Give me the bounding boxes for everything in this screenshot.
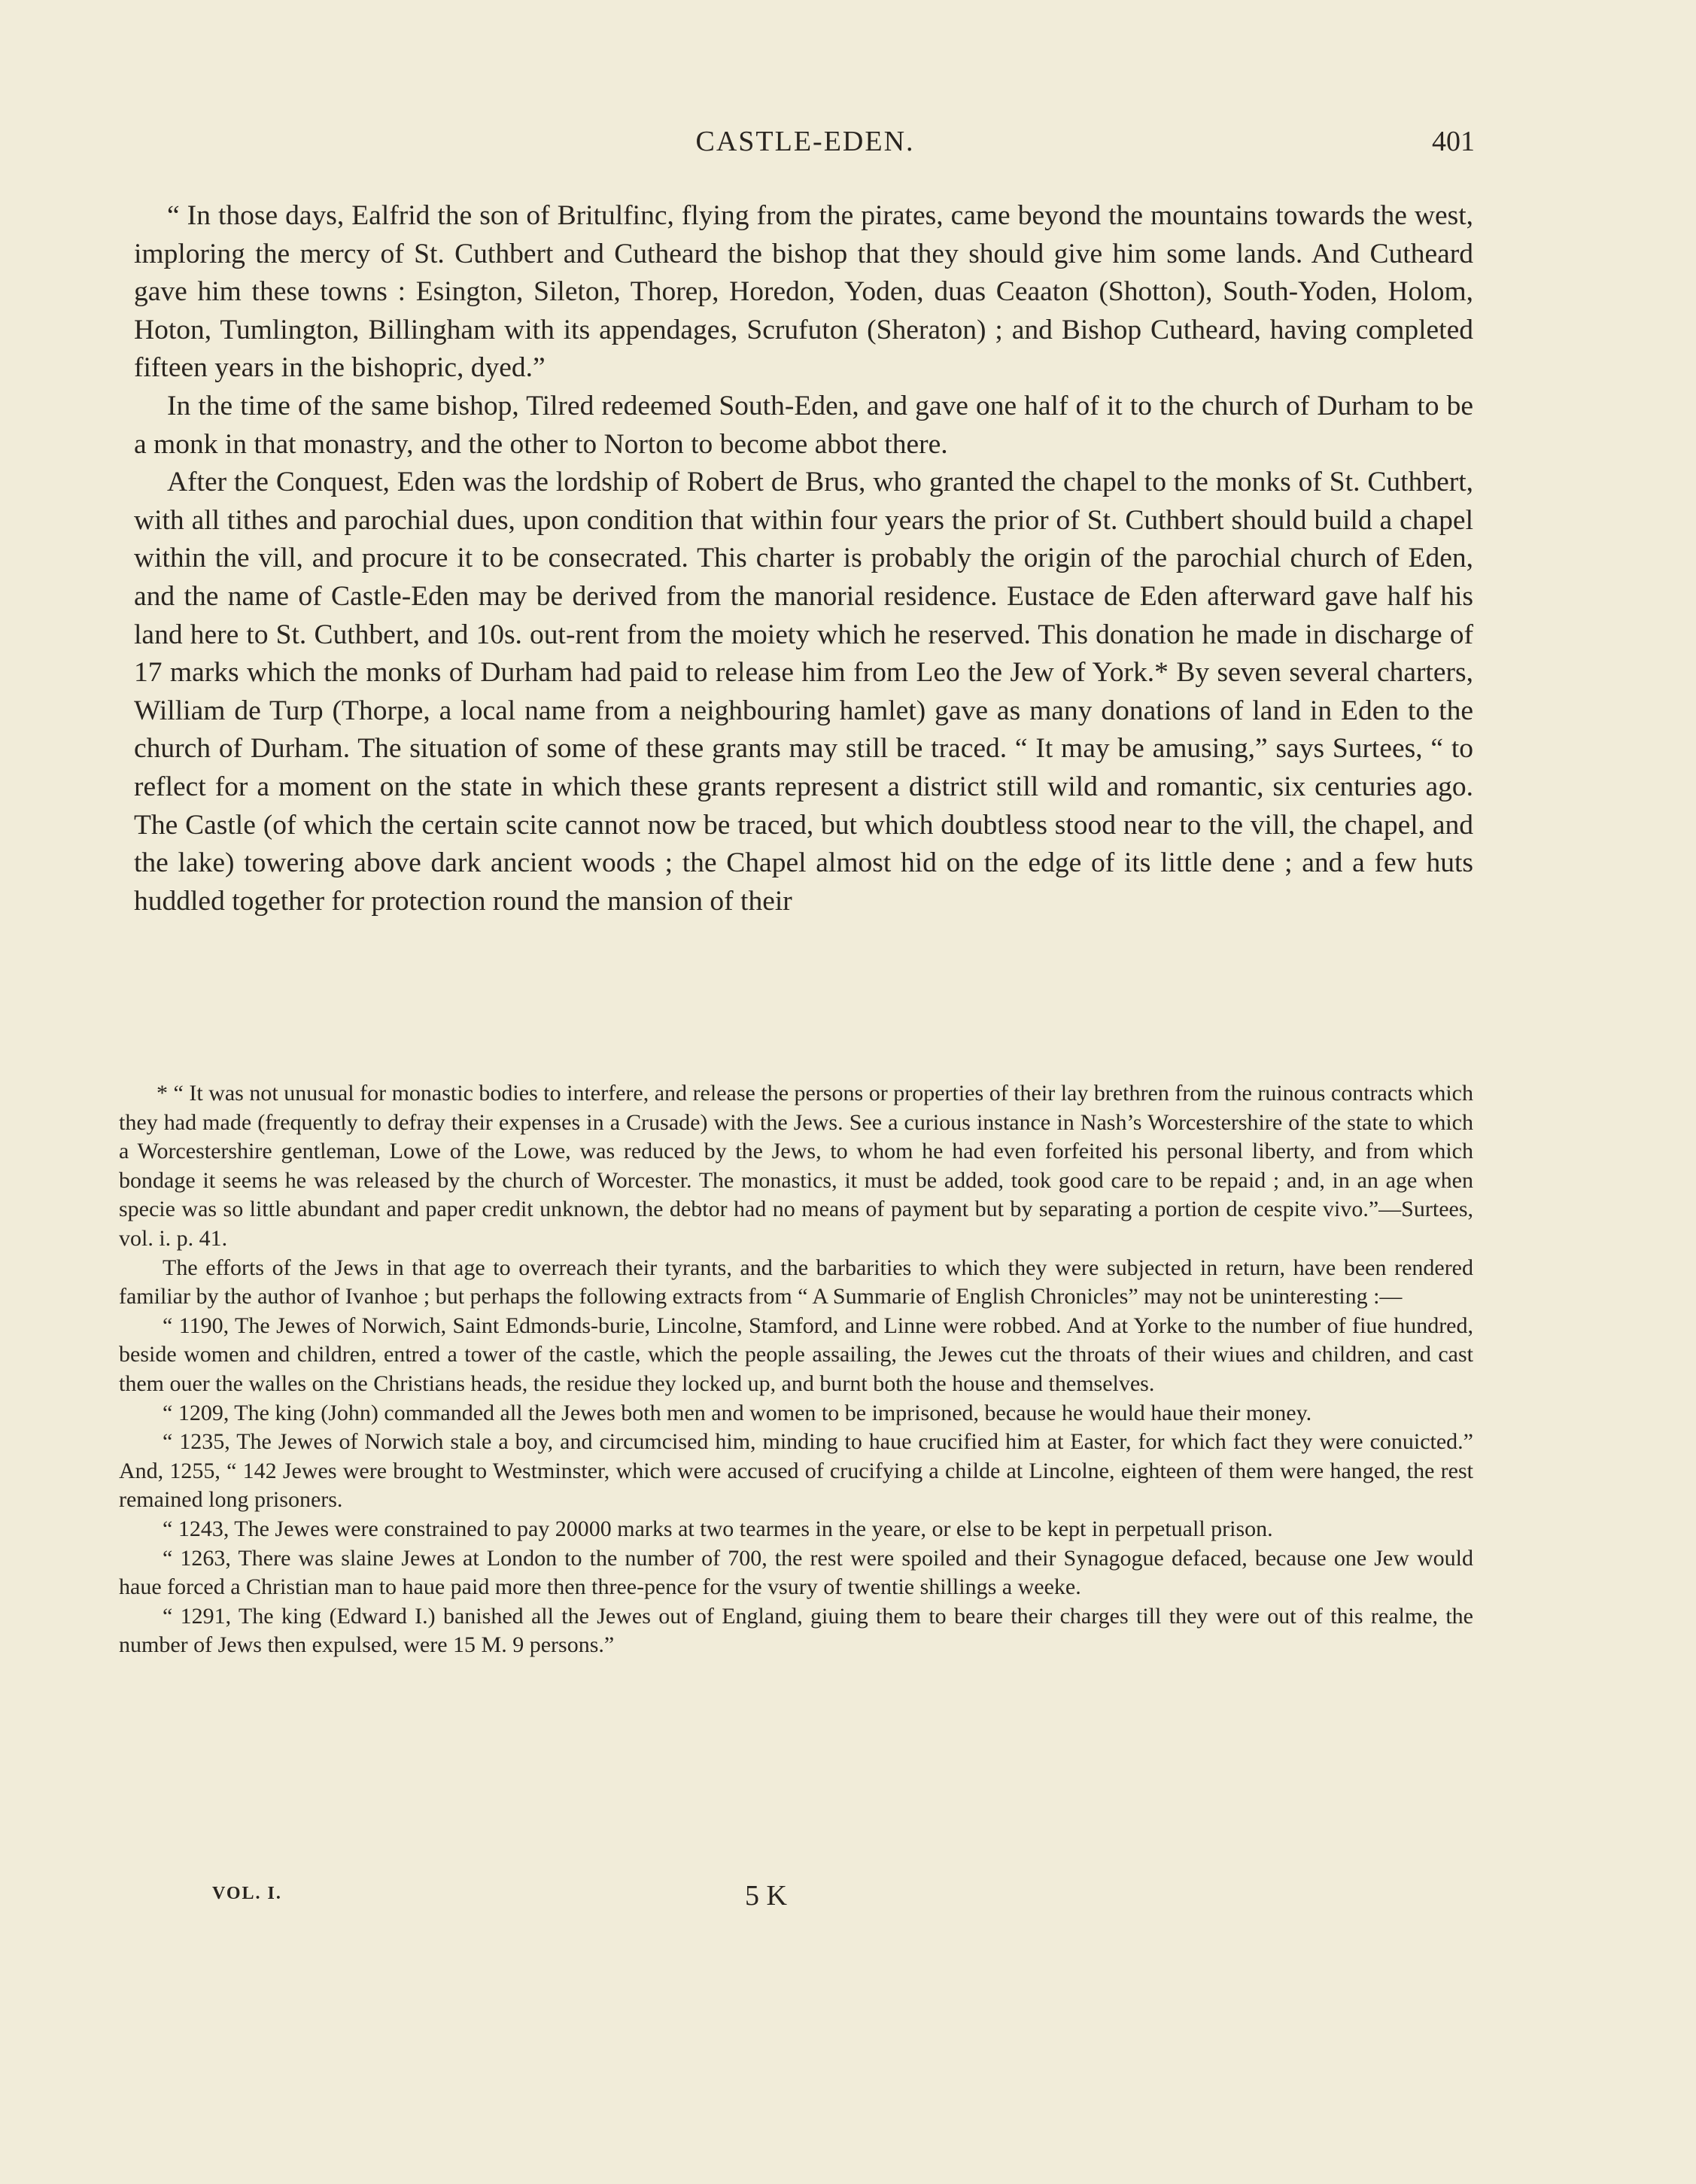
- main-text: [134, 197, 1473, 920]
- footnotes: [119, 1079, 1473, 1660]
- signature-mark: 5 K: [745, 1880, 787, 1912]
- page-number: 401: [1432, 126, 1475, 157]
- main-paragraph: After the Conquest, Eden was the lordship of Robert de Brus, who granted the chapel to the monks of St. Cuthbert, with all tithes and parochial dues, upon condition that within four years the prior of St. Cuthbert should build a chapel within the vill, and procure it to be consecrated. This charter is probably the origin of the parochial church of Eden, and the name of Castle-Eden may be derived from the manorial residence. Eustace de Eden afterward gave half his land here to St. Cuthbert, and 10s. out-rent from the moiety which he reserved. This donation he made in discharge of 17 marks which the monks of Durham had paid to release him from Leo the Jew of York.* By seven several charters, William de Turp (Thorpe, a local name from a neighbouring hamlet) gave as many donations of land in Eden to the church of Durham. The situation of some of these grants may still be traced. “ It may be amusing,” says Surtees, “ to reflect for a moment on the state in which these grants represent a district still wild and romantic, six centuries ago. The Castle (of which the certain scite cannot now be traced, but which doubtless stood near to the vill, the chapel, and the lake) towering above dark ancient woods ; the Chapel almost hid on the edge of its little dene ; and a few huts huddled together for protection round the mansion of their: [134, 467, 1473, 917]
- running-title: CASTLE-EDEN.: [695, 126, 915, 157]
- volume-mark: VOL. I.: [212, 1884, 282, 1903]
- footnote-paragraph: “ 1243, The Jewes were constrained to pay 20000 marks at two tearmes in the yeare, or else to be kept in perpetuall prison.: [163, 1516, 1273, 1541]
- main-paragraph: In the time of the same bishop, Tilred redeemed South-Eden, and gave one half of it to the church of Durham to be a monk in that monastry, and the other to Norton to become abbot there.: [134, 390, 1473, 460]
- footnote-paragraph: “ 1291, The king (Edward I.) banished all the Jewes out of England, giuing them to beare their charges till they were out of this realme, the number of Jews then expulsed, were 15 M. 9 persons.”: [119, 1603, 1473, 1658]
- main-paragraph: “ In those days, Ealfrid the son of Britulfinc, flying from the pirates, came beyond the mountains towards the west, imploring the mercy of St. Cuthbert and Cutheard the bishop that they should give him some lands. And Cutheard gave him these towns : Esington, Sileton, Thorep, Horedon, Yoden, duas Ceaaton (Shotton), South-Yoden, Holom, Hoton, Tumlington, Billingham with its appendages, Scrufuton (Sheraton) ; and Bishop Cutheard, having completed fifteen years in the bishopric, dyed.”: [134, 200, 1473, 384]
- footnote-paragraph: “ 1209, The king (John) commanded all the Jewes both men and women to be imprisoned, because he would haue their money.: [163, 1400, 1312, 1425]
- footnote-paragraph: The efforts of the Jews in that age to overreach their tyrants, and the barbarities to which they were subjected in return, have been rendered familiar by the author of Ivanhoe ; but perhaps the following extracts from “ A Summarie of English Chronicles” may not be uninteresting :—: [119, 1255, 1473, 1309]
- footnote-paragraph: “ 1235, The Jewes of Norwich stale a boy, and circumcised him, minding to haue crucified him at Easter, for which fact they were conuicted.” And, 1255, “ 142 Jewes were brought to Westminster, which were accused of crucifying a childe at Lincolne, eighteen of them were hanged, the rest remained long prisoners.: [119, 1429, 1473, 1513]
- footnote-paragraph: “ 1190, The Jewes of Norwich, Saint Edmonds-burie, Lincolne, Stamford, and Linne were robbed. And at Yorke to the number of fiue hundred, beside women and children, entred a tower of the castle, which the people assailing, the Jewes cut the throats of their wiues and children, and cast them ouer the walles on the Christians heads, the residue they locked up, and burnt both the house and themselves.: [119, 1313, 1473, 1396]
- printer-signature: [212, 1879, 889, 1917]
- page-header: [135, 120, 1475, 166]
- footnote-paragraph: “ 1263, There was slaine Jewes at London to the number of 700, the rest were spoiled and their Synagogue defaced, because one Jew would haue forced a Christian man to haue paid more then three-pence for the vsury of twentie shillings a weeke.: [119, 1545, 1473, 1600]
- footnote-paragraph: * “ It was not unusual for monastic bodies to interfere, and release the persons or properties of their lay brethren from the ruinous contracts which they had made (frequently to defray their expenses in a Crusade) with the Jews. See a curious instance in Nash’s Worcestershire of the state to which a Worcestershire gentleman, Lowe of the Lowe, was reduced by the Jews, to whom he had even forfeited his personal liberty, and from which bondage it seems he was released by the church of Worcester. The monastics, it must be added, took good care to be repaid ; and, in an age when specie was so little abundant and paper credit unknown, the debtor had no means of payment but by separating a portion de cespite vivo.”—Surtees, vol. i. p. 41.: [119, 1081, 1473, 1251]
